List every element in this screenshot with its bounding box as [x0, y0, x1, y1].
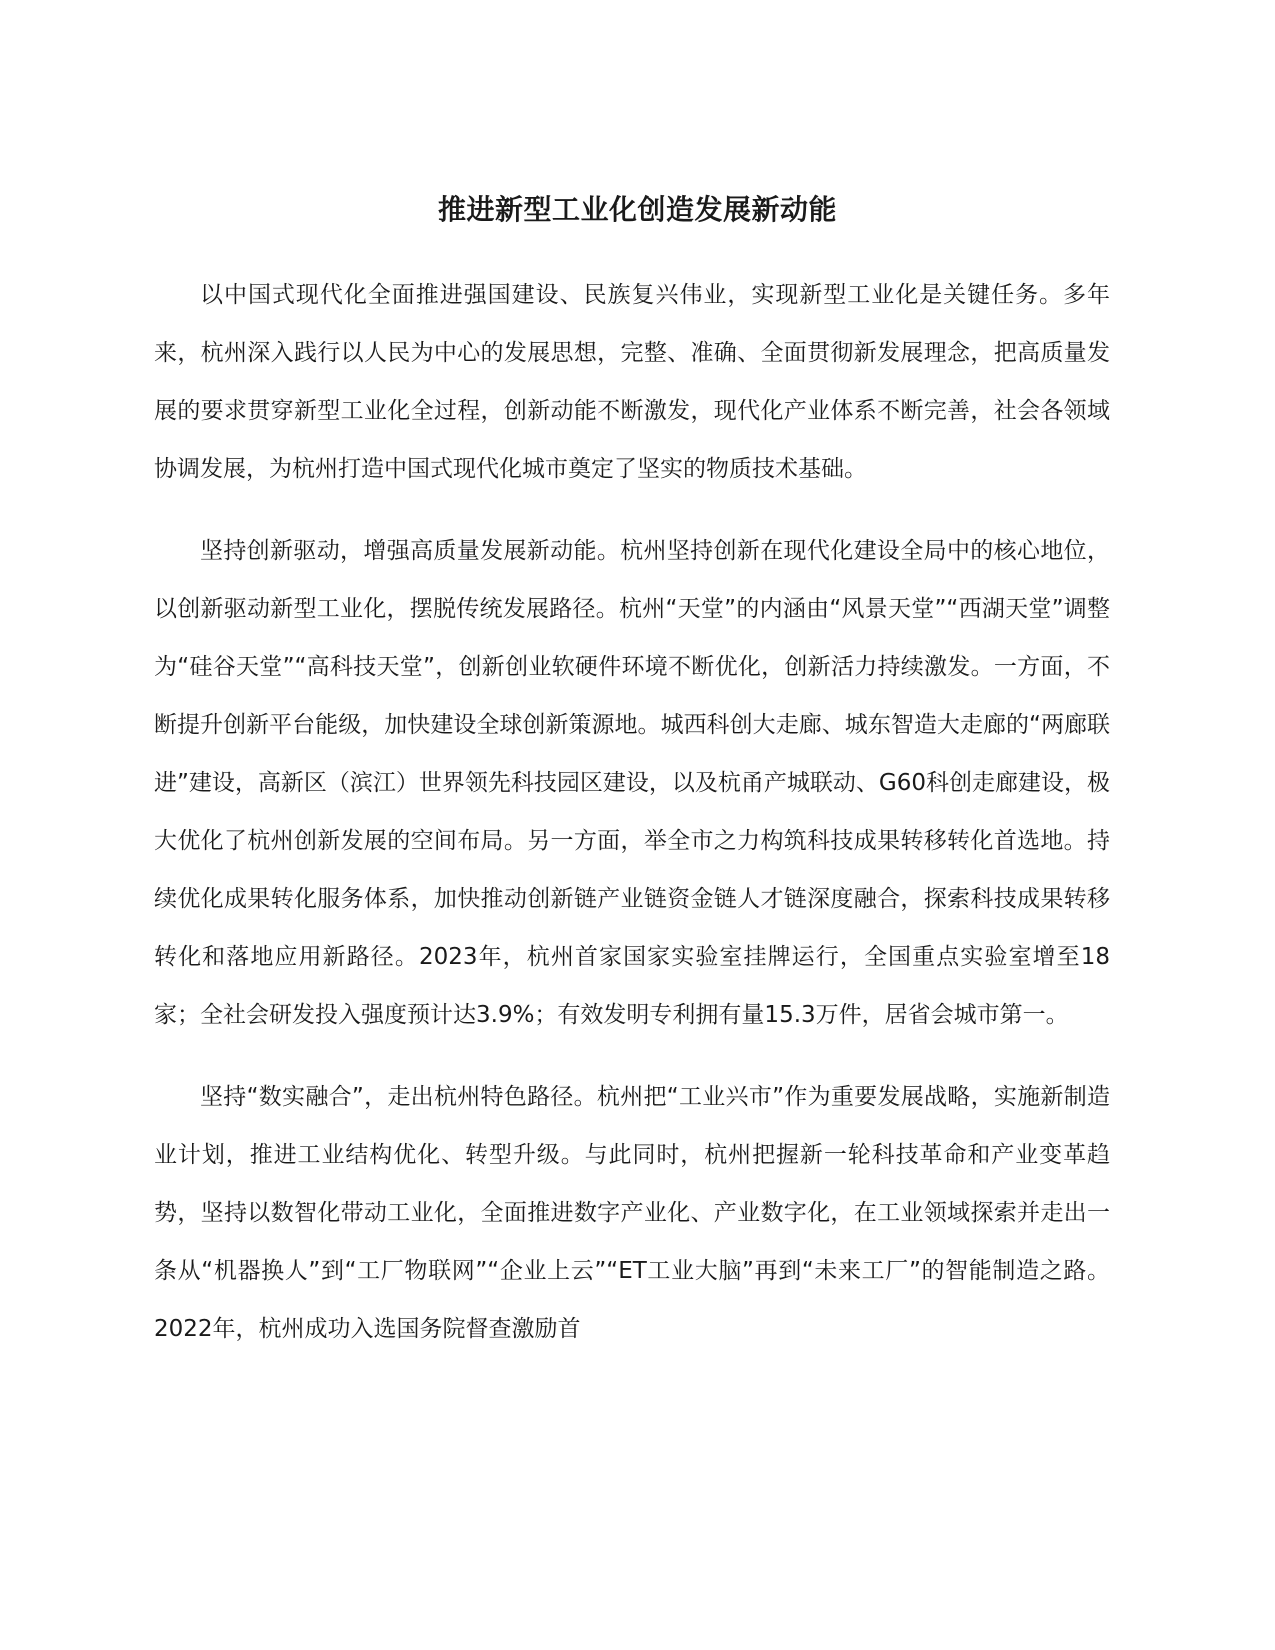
paragraph-digital-integration: 坚持“数实融合”，走出杭州特色路径。杭州把“工业兴市”作为重要发展战略，实施新制造业计划，推进工业结构优化、转型升级。与此同时，杭州把握新一轮科技革命和产业变革趋势，坚持以数智化带动工业化，全面推进数字产业化、产业数字化，在工业领域探索并走出一条从“机器换人”到“工厂物联网”“企业上云”“ET工业大脑”再到“未来工厂”的智能制造之路。2022年，杭州成功入选国务院督查激励首 [154, 1084, 1110, 1342]
document-title: 推进新型工业化创造发展新动能 [437, 193, 837, 226]
paragraph-innovation: 坚持创新驱动，增强高质量发展新动能。杭州坚持创新在现代化建设全局中的核心地位，以创新驱动新型工业化，摆脱传统发展路径。杭州“天堂”的内涵由“风景天堂”“西湖天堂”调整为“硅谷天堂”“高科技天堂”，创新创业软硬件环境不断优化，创新活力持续激发。一方面，不断提升创新平台能级，加快建设全球创新策源地。城西科创大走廊、城东智造大走廊的“两廊联进”建设，高新区（滨江）世界领先科技园区建设，以及杭甬产城联动、G60科创走廊建设，极大优化了杭州创新发展的空间布局。另一方面，举全市之力构筑科技成果转移转化首选地。持续优化成果转化服务体系，加快推动创新链产业链资金链人才链深度融合，探索科技成果转移转化和落地应用新路径。2023年，杭州首家国家实验室挂牌运行，全国重点实验室增至18家；全社会研发投入强度预计达3.9%；有效发明专利拥有量15.3万件，居省会城市第一。 [154, 538, 1111, 1028]
document-body [154, 266, 1110, 1382]
paragraph-intro: 以中国式现代化全面推进强国建设、民族复兴伟业，实现新型工业化是关键任务。多年来，杭州深入践行以人民为中心的发展思想，完整、准确、全面贯彻新发展理念，把高质量发展的要求贯穿新型工业化全过程，创新动能不断激发，现代化产业体系不断完善，社会各领域协调发展，为杭州打造中国式现代化城市奠定了坚实的物质技术基础。 [154, 282, 1110, 482]
